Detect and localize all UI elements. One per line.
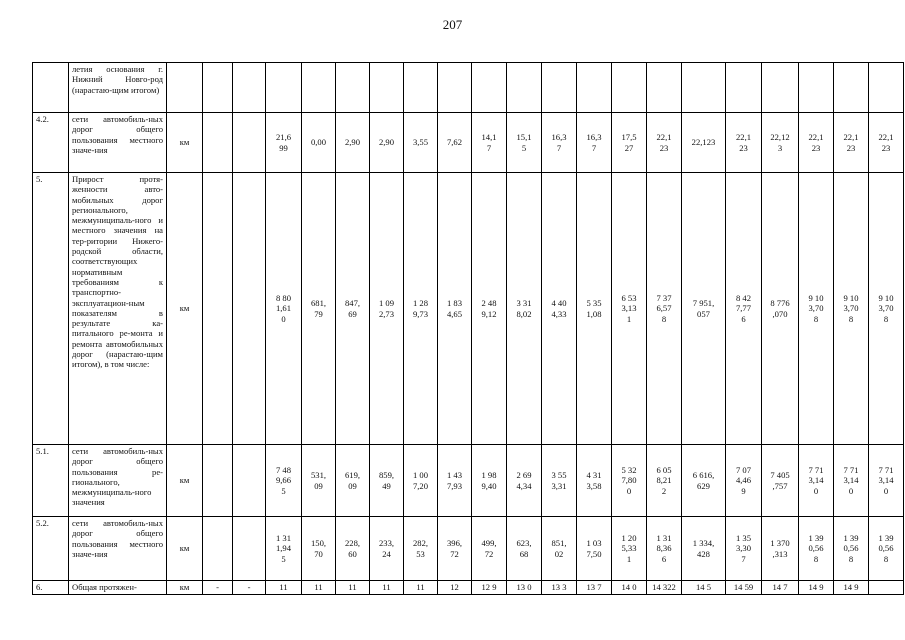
value-cell: 9 10 3,70 8 xyxy=(869,173,904,445)
value-cell: 3 55 3,31 xyxy=(542,445,577,517)
value-cell: 6 05 8,21 2 xyxy=(647,445,682,517)
blank-cell xyxy=(203,173,233,445)
value-cell: 13 7 xyxy=(577,581,612,595)
value-cell: 22,1 23 xyxy=(726,113,762,173)
row-number-cell: 6. xyxy=(33,581,69,595)
value-cell: 6 53 3,13 1 xyxy=(612,173,647,445)
value-cell: 1 03 7,50 xyxy=(577,517,612,581)
blank-cell xyxy=(233,173,266,445)
blank-cell: - xyxy=(233,581,266,595)
row-number-cell: 5. xyxy=(33,173,69,445)
value-cell xyxy=(834,63,869,113)
value-cell: 7 71 3,14 0 xyxy=(869,445,904,517)
value-cell: 7,62 xyxy=(438,113,472,173)
indicator-name-cell: Прирост протя-женности авто-мобильных дорог регионального, межмуниципаль-ного и местного значения на тер-ритории Нижего-родской области, соответствующих нормативным требованиям к транспортно-эксплуатацион-ным показателям в результате ка-питального ре-монта и ремонта автомобильных дорог (нарастаю-щим итогом), в том числе: xyxy=(69,173,167,445)
blank-cell xyxy=(233,113,266,173)
blank-cell xyxy=(203,517,233,581)
value-cell: 22,1 23 xyxy=(799,113,834,173)
blank-cell xyxy=(233,517,266,581)
value-cell: 7 37 6,57 8 xyxy=(647,173,682,445)
value-cell: 22,123 xyxy=(682,113,726,173)
value-cell: 1 39 0,56 8 xyxy=(869,517,904,581)
value-cell: 1 35 3,30 7 xyxy=(726,517,762,581)
blank-cell xyxy=(233,63,266,113)
value-cell: 3 31 8,02 xyxy=(507,173,542,445)
value-cell: 22,12 3 xyxy=(762,113,799,173)
value-cell xyxy=(472,63,507,113)
value-cell xyxy=(302,63,336,113)
value-cell: 8 80 1,61 0 xyxy=(266,173,302,445)
value-cell: 22,1 23 xyxy=(834,113,869,173)
value-cell: 4 31 3,58 xyxy=(577,445,612,517)
value-cell: 7 71 3,14 0 xyxy=(834,445,869,517)
unit-cell: км xyxy=(167,517,203,581)
unit-cell: км xyxy=(167,581,203,595)
value-cell: 1 83 4,65 xyxy=(438,173,472,445)
table-row xyxy=(33,517,904,581)
indicator-name-cell: Общая протяжен- xyxy=(69,581,167,595)
table-row xyxy=(33,173,904,445)
value-cell: 1 31 8,36 6 xyxy=(647,517,682,581)
value-cell xyxy=(404,63,438,113)
row-number-cell: 5.2. xyxy=(33,517,69,581)
value-cell: 11 xyxy=(404,581,438,595)
value-cell xyxy=(266,63,302,113)
value-cell: 2 48 9,12 xyxy=(472,173,507,445)
value-cell: 847, 69 xyxy=(336,173,370,445)
value-cell: 2,90 xyxy=(336,113,370,173)
blank-cell: - xyxy=(203,581,233,595)
value-cell xyxy=(726,63,762,113)
value-cell: 14 0 xyxy=(612,581,647,595)
value-cell: 6 616, 629 xyxy=(682,445,726,517)
table-row xyxy=(33,63,904,113)
value-cell: 7 71 3,14 0 xyxy=(799,445,834,517)
row-number-cell: 4.2. xyxy=(33,113,69,173)
value-cell: 22,1 23 xyxy=(869,113,904,173)
value-cell: 1 43 7,93 xyxy=(438,445,472,517)
table-row xyxy=(33,581,904,595)
blank-cell xyxy=(203,63,233,113)
value-cell: 623, 68 xyxy=(507,517,542,581)
value-cell: 150, 70 xyxy=(302,517,336,581)
value-cell: 859, 49 xyxy=(370,445,404,517)
value-cell: 11 xyxy=(336,581,370,595)
value-cell: 9 10 3,70 8 xyxy=(799,173,834,445)
value-cell: 13 3 xyxy=(542,581,577,595)
value-cell: 8 776 ,070 xyxy=(762,173,799,445)
value-cell xyxy=(542,63,577,113)
value-cell: 11 xyxy=(266,581,302,595)
value-cell: 12 xyxy=(438,581,472,595)
value-cell: 11 xyxy=(302,581,336,595)
unit-cell xyxy=(167,63,203,113)
unit-cell: км xyxy=(167,173,203,445)
value-cell: 14 322 xyxy=(647,581,682,595)
value-cell: 4 40 4,33 xyxy=(542,173,577,445)
value-cell: 233, 24 xyxy=(370,517,404,581)
value-cell xyxy=(799,63,834,113)
value-cell xyxy=(438,63,472,113)
value-cell: 14 59 xyxy=(726,581,762,595)
value-cell: 0,00 xyxy=(302,113,336,173)
value-cell: 22,1 23 xyxy=(647,113,682,173)
value-cell: 851, 02 xyxy=(542,517,577,581)
value-cell: 619, 09 xyxy=(336,445,370,517)
value-cell xyxy=(762,63,799,113)
value-cell: 681, 79 xyxy=(302,173,336,445)
value-cell: 1 39 0,56 8 xyxy=(799,517,834,581)
value-cell: 1 09 2,73 xyxy=(370,173,404,445)
page-number: 207 xyxy=(442,17,463,32)
value-cell: 1 334, 428 xyxy=(682,517,726,581)
unit-cell: км xyxy=(167,445,203,517)
value-cell: 16,3 7 xyxy=(542,113,577,173)
value-cell: 1 31 1,94 5 xyxy=(266,517,302,581)
value-cell: 7 07 4,46 9 xyxy=(726,445,762,517)
indicator-name-cell: летия основания г. Нижний Новго-род (нарастаю-щим итогом) xyxy=(69,63,167,113)
value-cell xyxy=(612,63,647,113)
indicator-name-cell: сети автомобиль-ных дорог общего пользования местного значе-ния xyxy=(69,517,167,581)
value-cell: 14 9 xyxy=(834,581,869,595)
value-cell: 14 9 xyxy=(799,581,834,595)
indicator-name-cell: сети автомобиль-ных дорог общего пользования местного значе-ния xyxy=(69,113,167,173)
value-cell: 16,3 7 xyxy=(577,113,612,173)
table-row xyxy=(33,445,904,517)
value-cell: 531, 09 xyxy=(302,445,336,517)
value-cell: 11 xyxy=(370,581,404,595)
value-cell xyxy=(370,63,404,113)
value-cell: 1 98 9,40 xyxy=(472,445,507,517)
value-cell xyxy=(869,63,904,113)
value-cell: 14,1 7 xyxy=(472,113,507,173)
indicator-name-cell: сети автомобиль-ных дорог общего пользования ре-гионального, межмуниципаль-ного значения xyxy=(69,445,167,517)
value-cell: 14 7 xyxy=(762,581,799,595)
value-cell: 228, 60 xyxy=(336,517,370,581)
value-cell: 8 42 7,77 6 xyxy=(726,173,762,445)
blank-cell xyxy=(203,445,233,517)
value-cell xyxy=(336,63,370,113)
value-cell: 3,55 xyxy=(404,113,438,173)
value-cell: 1 28 9,73 xyxy=(404,173,438,445)
value-cell: 2,90 xyxy=(370,113,404,173)
value-cell: 13 0 xyxy=(507,581,542,595)
row-number-cell xyxy=(33,63,69,113)
value-cell: 7 405 ,757 xyxy=(762,445,799,517)
value-cell: 282, 53 xyxy=(404,517,438,581)
value-cell: 5 35 1,08 xyxy=(577,173,612,445)
value-cell: 17,5 27 xyxy=(612,113,647,173)
table-row xyxy=(33,113,904,173)
value-cell: 499, 72 xyxy=(472,517,507,581)
value-cell: 1 00 7,20 xyxy=(404,445,438,517)
value-cell: 14 5 xyxy=(682,581,726,595)
value-cell: 1 39 0,56 8 xyxy=(834,517,869,581)
blank-cell xyxy=(203,113,233,173)
row-number-cell: 5.1. xyxy=(33,445,69,517)
value-cell: 1 20 5,33 1 xyxy=(612,517,647,581)
value-cell: 7 951, 057 xyxy=(682,173,726,445)
value-cell: 21,6 99 xyxy=(266,113,302,173)
value-cell xyxy=(647,63,682,113)
value-cell: 2 69 4,34 xyxy=(507,445,542,517)
value-cell: 12 9 xyxy=(472,581,507,595)
value-cell: 15,1 5 xyxy=(507,113,542,173)
value-cell: 1 370 ,313 xyxy=(762,517,799,581)
unit-cell: км xyxy=(167,113,203,173)
value-cell xyxy=(507,63,542,113)
value-cell xyxy=(869,581,904,595)
value-cell: 7 48 9,66 5 xyxy=(266,445,302,517)
value-cell xyxy=(682,63,726,113)
blank-cell xyxy=(233,445,266,517)
value-cell: 9 10 3,70 8 xyxy=(834,173,869,445)
value-cell: 5 32 7,80 0 xyxy=(612,445,647,517)
value-cell: 396, 72 xyxy=(438,517,472,581)
indicators-table xyxy=(32,62,904,595)
value-cell xyxy=(577,63,612,113)
